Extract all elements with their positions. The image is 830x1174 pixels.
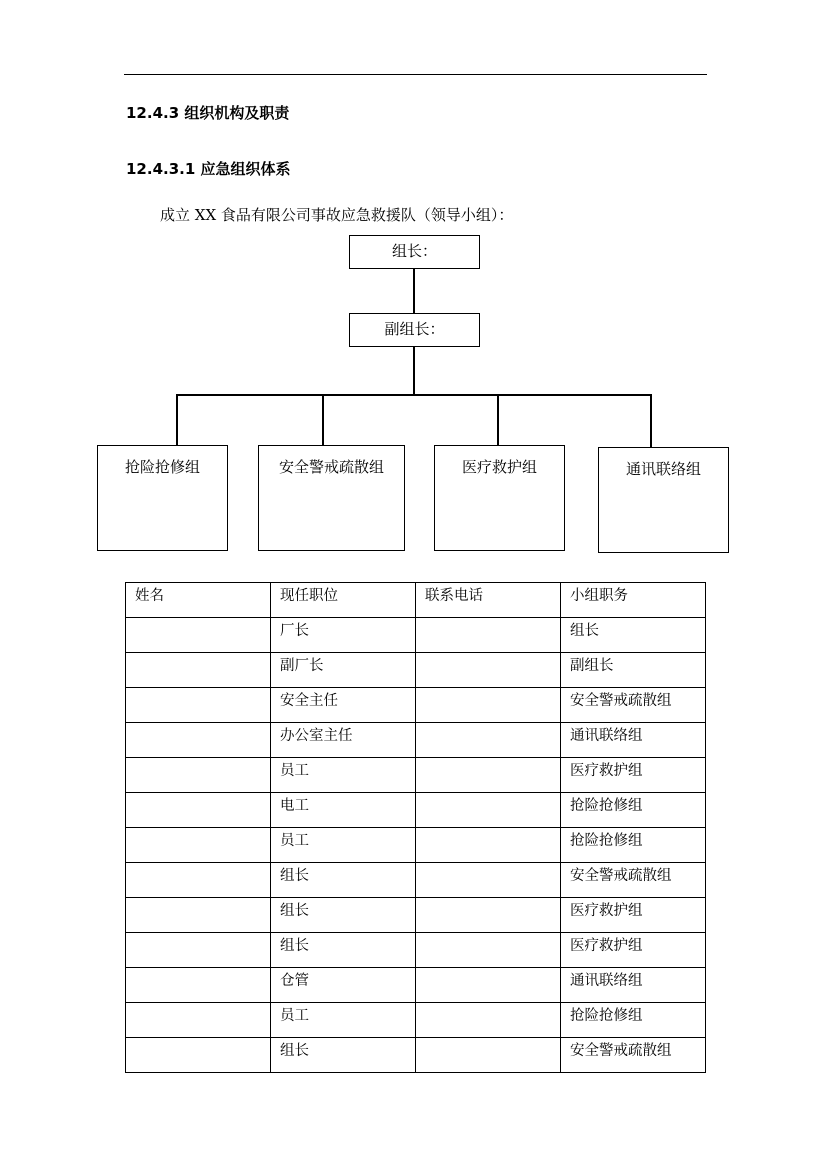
cell-position: 组长 bbox=[271, 1038, 416, 1073]
cell-position: 员工 bbox=[271, 758, 416, 793]
table-row bbox=[126, 618, 706, 653]
cell-name bbox=[126, 863, 271, 898]
cell-role: 医疗救护组 bbox=[561, 933, 706, 968]
org-team-medical-rescue: 医疗救护组 bbox=[434, 445, 565, 551]
connector-team-1 bbox=[322, 394, 324, 445]
cell-position: 安全主任 bbox=[271, 688, 416, 723]
cell-name bbox=[126, 618, 271, 653]
cell-name bbox=[126, 653, 271, 688]
cell-name bbox=[126, 828, 271, 863]
cell-role: 抢险抢修组 bbox=[561, 793, 706, 828]
cell-name bbox=[126, 933, 271, 968]
cell-name bbox=[126, 758, 271, 793]
header-phone: 联系电话 bbox=[416, 583, 561, 618]
cell-name bbox=[126, 968, 271, 1003]
cell-role: 医疗救护组 bbox=[561, 898, 706, 933]
cell-phone bbox=[416, 1038, 561, 1073]
cell-phone bbox=[416, 758, 561, 793]
org-leader-box: 组长： bbox=[349, 235, 480, 269]
cell-position: 组长 bbox=[271, 863, 416, 898]
cell-position: 组长 bbox=[271, 933, 416, 968]
cell-position: 组长 bbox=[271, 898, 416, 933]
table-row bbox=[126, 793, 706, 828]
cell-phone bbox=[416, 933, 561, 968]
cell-name bbox=[126, 1038, 271, 1073]
table-header-row bbox=[126, 583, 706, 618]
cell-phone bbox=[416, 968, 561, 1003]
connector-leader-deputy bbox=[413, 269, 415, 313]
cell-name bbox=[126, 723, 271, 758]
header-role: 小组职务 bbox=[561, 583, 706, 618]
table-row bbox=[126, 898, 706, 933]
cell-phone bbox=[416, 1003, 561, 1038]
org-team-security-evacuation: 安全警戒疏散组 bbox=[258, 445, 405, 551]
cell-position: 员工 bbox=[271, 1003, 416, 1038]
cell-position: 员工 bbox=[271, 828, 416, 863]
connector-horizontal-bus bbox=[176, 394, 651, 396]
cell-phone bbox=[416, 653, 561, 688]
table-row bbox=[126, 723, 706, 758]
cell-name bbox=[126, 1003, 271, 1038]
cell-phone bbox=[416, 723, 561, 758]
cell-position: 仓管 bbox=[271, 968, 416, 1003]
section-heading: 12.4.3 组织机构及职责 bbox=[126, 104, 290, 122]
org-team-communication: 通讯联络组 bbox=[598, 447, 729, 553]
cell-role: 医疗救护组 bbox=[561, 758, 706, 793]
cell-role: 抢险抢修组 bbox=[561, 1003, 706, 1038]
table-row bbox=[126, 863, 706, 898]
header-name: 姓名 bbox=[126, 583, 271, 618]
table-row bbox=[126, 1038, 706, 1073]
table-row bbox=[126, 828, 706, 863]
cell-phone bbox=[416, 793, 561, 828]
connector-deputy-bus bbox=[413, 347, 415, 395]
cell-role: 副组长 bbox=[561, 653, 706, 688]
cell-phone bbox=[416, 618, 561, 653]
roster-table bbox=[125, 582, 706, 1073]
cell-position: 副厂长 bbox=[271, 653, 416, 688]
cell-name bbox=[126, 688, 271, 723]
cell-role: 安全警戒疏散组 bbox=[561, 688, 706, 723]
cell-phone bbox=[416, 898, 561, 933]
connector-team-3 bbox=[650, 394, 652, 447]
cell-name bbox=[126, 793, 271, 828]
cell-phone bbox=[416, 863, 561, 898]
header-position: 现任职位 bbox=[271, 583, 416, 618]
cell-role: 通讯联络组 bbox=[561, 723, 706, 758]
table-row bbox=[126, 758, 706, 793]
cell-role: 通讯联络组 bbox=[561, 968, 706, 1003]
cell-phone bbox=[416, 688, 561, 723]
cell-position: 电工 bbox=[271, 793, 416, 828]
cell-role: 安全警戒疏散组 bbox=[561, 1038, 706, 1073]
org-deputy-box: 副组长： bbox=[349, 313, 480, 347]
org-team-rescue-repair: 抢险抢修组 bbox=[97, 445, 228, 551]
table-row bbox=[126, 933, 706, 968]
cell-name bbox=[126, 898, 271, 933]
table-row bbox=[126, 1003, 706, 1038]
cell-position: 厂长 bbox=[271, 618, 416, 653]
table-row bbox=[126, 968, 706, 1003]
table-row bbox=[126, 653, 706, 688]
cell-role: 组长 bbox=[561, 618, 706, 653]
header-rule bbox=[124, 74, 707, 75]
cell-phone bbox=[416, 828, 561, 863]
connector-team-0 bbox=[176, 394, 178, 445]
cell-role: 抢险抢修组 bbox=[561, 828, 706, 863]
cell-role: 安全警戒疏散组 bbox=[561, 863, 706, 898]
subsection-heading: 12.4.3.1 应急组织体系 bbox=[126, 160, 291, 178]
intro-paragraph: 成立 XX 食品有限公司事故应急救援队（领导小组）： bbox=[160, 206, 514, 224]
cell-position: 办公室主任 bbox=[271, 723, 416, 758]
table-row bbox=[126, 688, 706, 723]
connector-team-2 bbox=[497, 394, 499, 445]
